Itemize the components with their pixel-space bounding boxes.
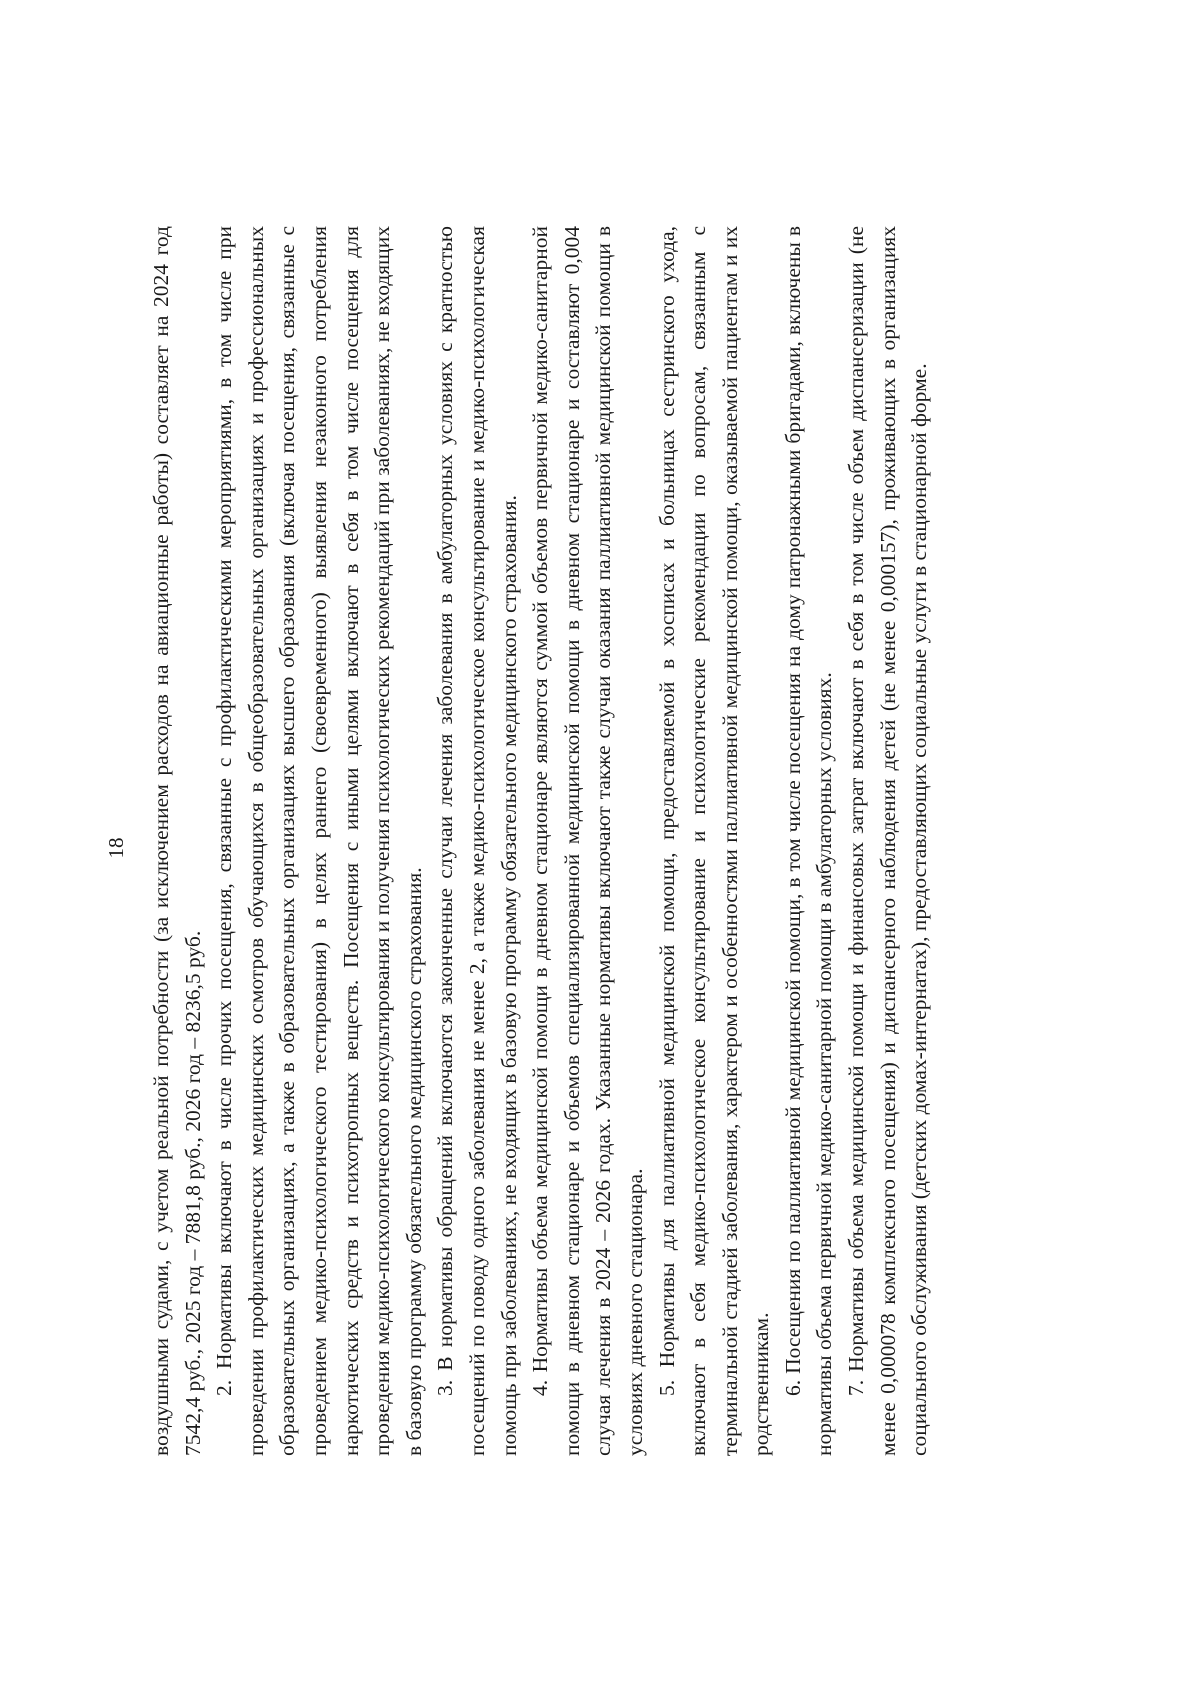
paragraph-6: 6. Посещения по паллиативной медицинской помощи, в том числе посещения на дому патронажными бригадами, включены в нормативы объема первичной медико-санитарной помощи в амбулаторных условиях. xyxy=(780,226,837,1456)
paragraph-2: 2. Нормативы включают в числе прочих посещения, связанные с профилактическими мероприятиями, в том числе при проведении профилактических медицинских осмотров обучающихся в общеобразовательных организациях и профессиональных образовательных организациях, а также в образовательных организациях высшего образования (включая посещения, связанные с проведением медико-психологического тестирования) в целях раннего (своевременного) выявления незаконного потребления наркотических средств и психотропных веществ. Посещения с иными целями включают в себя в том числе посещения для проведения медико-психологического консультирования и получения психологических рекомендаций при заболеваниях, не входящих в базовую программу обязательного медицинского страхования. xyxy=(212,226,426,1456)
page-number: 18 xyxy=(104,837,128,859)
paragraph-5: 5. Нормативы для паллиативной медицинской помощи, предоставляемой в хосписах и больницах сестринского ухода, включают в себя медико-психологическое консультирование и психологические рекомендации по вопросам, связанным с терминальной стадией заболевания, характером и особенностями паллиативной медицинской помощи, оказываемой пациентам и их родственникам. xyxy=(654,226,774,1456)
paragraph-1-continuation: воздушными судами, с учетом реальной потребности (за исключением расходов на авиационные работы) составляет на 2024 год 7542,4 руб., 2025 год – 7881,8 руб., 2026 год – 8236,5 руб. xyxy=(149,226,205,1456)
body-text xyxy=(146,226,936,1456)
paragraph-3: 3. В нормативы обращений включаются законченные случаи лечения заболевания в амбулаторных условиях с кратностью посещений по поводу одного заболевания не менее 2, а также медико-психологическое консультирование и медико-психологическая помощь при заболеваниях, не входящих в базовую программу обязательного медицинского страхования. xyxy=(433,226,521,1456)
paragraph-7: 7. Нормативы объема медицинской помощи и финансовых затрат включают в себя в том числе объем диспансеризации (не менее 0,000078 комплексного посещения) и диспансерного наблюдения детей (не менее 0,000157), проживающих в организациях социального обслуживания (детских домах-интернатах), предоставляющих социальные услуги в стационарной форме. xyxy=(844,226,932,1456)
paragraph-4: 4. Нормативы объема медицинской помощи в дневном стационаре являются суммой объемов первичной медико-санитарной помощи в дневном стационаре и объемов специализированной медицинской помощи в дневном стационаре и составляют 0,004 случая лечения в 2024 – 2026 годах. Указанные нормативы включают также случаи оказания паллиативной медицинской помощи в условиях дневного стационара. xyxy=(528,226,647,1456)
